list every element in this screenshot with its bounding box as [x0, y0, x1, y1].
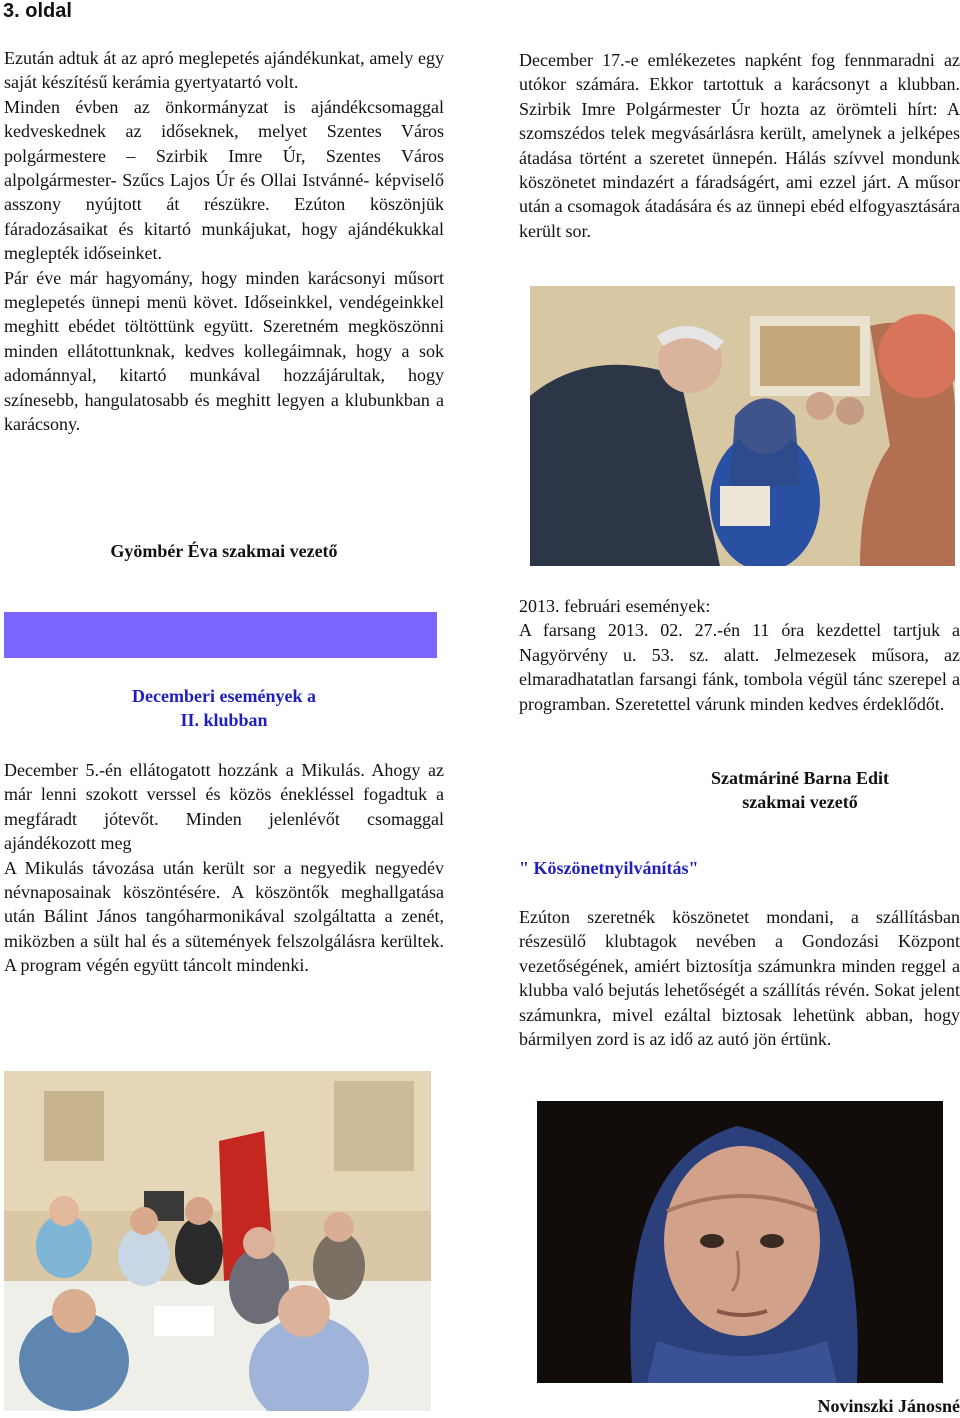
decorative-purple-bar: [4, 612, 437, 658]
photo-club-party: [4, 1071, 431, 1411]
paragraph-municipality: Minden évben az önkormányzat is ajándékcsomaggal kedveskednek az időseknek, melyet Szentes Város polgármestere – Szirbik Imre Úr, Szentes Város alpolgármester- Szűcs Lajos Úr és Ollai Istvánné- képviselő asszony nyújtott át részükre. Ezúton köszönjük fáradozásaikat és kitartó munkájukat, hogy ajándékukkal meglepték időseinket.: [4, 96, 444, 264]
section-title-line1: Decemberi események a: [132, 686, 316, 706]
paragraph-name-days: A Mikulás távozása után került sor a negyedik negyedév névnaposainak köszöntésére. A köszöntők meghallgatása után Bálint János tangóharmonikával szolgáltatta a zenét, miközben a sült hal és a sütemények felszolgálásra kerültek. A program végén együtt táncolt mindenki.: [4, 857, 444, 976]
photo-elderly-woman: [537, 1101, 943, 1383]
paragraph-farsang: A farsang 2013. 02. 27.-én 11 óra kezdettel tartjuk a Nagyörvény u. 53. sz. alatt. Jelmezesek műsora, az elmaradhatatlan farsangi fánk, tombola végül tánc szerepel a programban. Szeretettel várunk minden kedves érdeklődőt.: [519, 620, 960, 714]
left-top-text: [4, 46, 444, 437]
paragraph-thanks: Ezúton szeretnék köszönetet mondani, a szállításban részesülő klubtagok nevében a Gondozási Központ vezetőségének, amiért biztosítja számunkra minden reggel a klubba való bejutás lehetőségét a szállítás révén. Sokat jelent számunkra, mivel ezáltal biztosak lehetünk abban, hogy bármilyen zord is az idő az autó jön értünk.: [519, 907, 960, 1050]
thanks-title: " Köszönetnyilvánítás": [519, 858, 699, 878]
paragraph-christmas-lunch: Pár éve már hagyomány, hogy minden karácsonyi műsort meglepetés ünnepi menü követ. Időseinkkel, vendégeinkkel meghitt ebédet töltöttünk együtt. Szeretném megköszönni minden ellátottunknak, kedves kollegáimnak, hogy a sok adománnyal, kitartó munkával hozzájárultak, hogy színesebb, hangulatosabb és meghitt legyen a klubunkban a karácsony.: [4, 267, 444, 435]
left-december-text: [4, 758, 444, 978]
author-signature: Novinszki Jánosné: [817, 1396, 960, 1416]
signature-name: Szatmáriné Barna Edit: [711, 768, 889, 788]
right-thanks-text: [519, 905, 960, 1051]
section-title-line2: II. klubban: [180, 710, 268, 730]
right-top-text: [519, 48, 960, 243]
paragraph-gift: Ezután adtuk át az apró meglepetés ajándékunkat, amely egy saját készítésű kerámia gyertyatartó volt.: [4, 48, 444, 93]
signature-gyomber: Gyömbér Éva szakmai vezető: [110, 541, 338, 561]
page-number-header: 3. oldal: [3, 0, 72, 22]
photo-mayor-greeting: [530, 286, 955, 566]
right-feb-text: [519, 594, 960, 716]
paragraph-december17: December 17.-e emlékezetes napként fog fennmaradni az utókor számára. Ekkor tartottuk a karácsonyt a klubban. Szirbik Imre Polgármester Úr hozta az örömteli hírt: A szomszédos telek megvásárlásra került, amelynek a jelképes átadása történt a szeretet ünnepén. Hálás szívvel mondunk köszönetet mindazért a fáradságért, ami ezzel járt. A műsor után a csomagok átadására és az ünnepi ebéd elfogyasztására került sor.: [519, 50, 960, 241]
section-title-december: [4, 684, 444, 732]
signature-szatmarine: [680, 766, 920, 814]
signature-title: szakmai vezető: [742, 792, 858, 812]
feb-heading: 2013. februári események:: [519, 596, 711, 616]
paragraph-mikulas: December 5.-én ellátogatott hozzánk a Mikulás. Ahogy az már lenni szokott verssel és közös énekléssel fogadtuk a megfáradt jótevőt. Minden jelenlévőt csomaggal ajándékozott meg: [4, 760, 444, 854]
